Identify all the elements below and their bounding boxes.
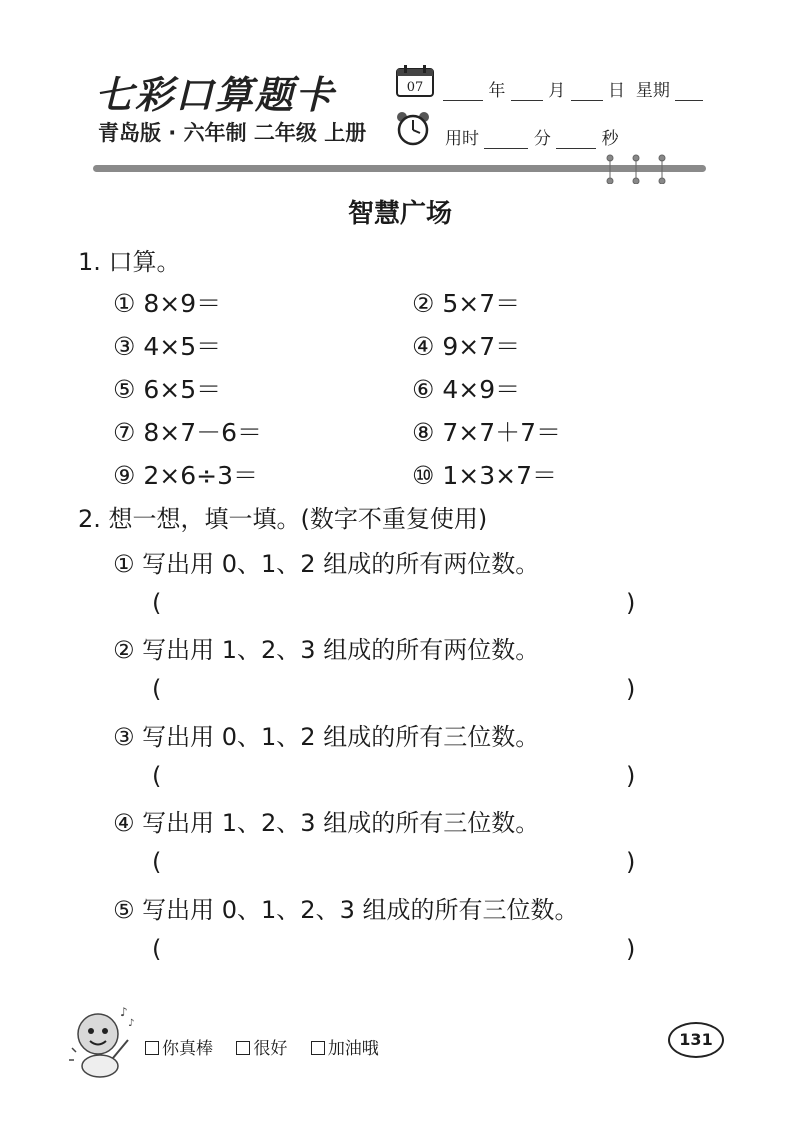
calendar-number: 07 [406, 80, 424, 95]
time-used-label: 用时 [445, 129, 479, 149]
mascot-icon [68, 1000, 138, 1082]
day-label: 日 [608, 81, 626, 101]
q2-answer-3-close: ) [626, 762, 636, 790]
q2-answer-1-close: ) [626, 589, 636, 617]
q2-answer-5-open: ( [152, 935, 162, 963]
q2-answer-5-close: ) [626, 935, 636, 963]
section-title: 智慧广场 [347, 199, 452, 229]
q1-item-9: ⑨ 2×6÷3＝ [113, 461, 258, 490]
rating-label: 很好 [253, 1039, 288, 1059]
q2-sub-3: ③ 写出用 0、1、2 组成的所有三位数。 [113, 723, 540, 751]
rating-option-keep-going[interactable] [311, 1034, 379, 1059]
minute-label: 分 [533, 129, 551, 149]
rating-label: 你真棒 [162, 1039, 213, 1059]
brand-title: 七彩口算题卡 [95, 73, 336, 117]
weekday-blank[interactable] [675, 86, 703, 101]
date-fill-row [443, 76, 703, 101]
weekday-label: 星期 [635, 81, 670, 101]
q2-answer-1-open: ( [152, 589, 162, 617]
checkbox-icon[interactable] [236, 1041, 250, 1055]
month-blank[interactable] [511, 86, 543, 101]
year-label: 年 [488, 81, 506, 101]
q2-sub-1: ① 写出用 0、1、2 组成的所有两位数。 [113, 550, 540, 578]
q2-answer-3-open: ( [152, 762, 162, 790]
self-rating-row [145, 1034, 397, 1059]
q1-item-5: ⑤ 6×5＝ [113, 375, 222, 404]
minute-blank[interactable] [484, 134, 528, 149]
second-blank[interactable] [556, 134, 596, 149]
q2-sub-4: ④ 写出用 1、2、3 组成的所有三位数。 [113, 809, 540, 837]
q2-answer-2-open: ( [152, 675, 162, 703]
alarm-clock-icon [395, 110, 431, 146]
q1-item-8: ⑧ 7×7＋7＝ [412, 418, 562, 447]
q2-answer-2-close: ) [626, 675, 636, 703]
q1-title: 1. 口算。 [78, 248, 181, 276]
q1-item-2: ② 5×7＝ [412, 289, 521, 318]
svg-text:♪: ♪ [120, 1005, 128, 1019]
q1-item-1: ① 8×9＝ [113, 289, 222, 318]
checkbox-icon[interactable] [145, 1041, 159, 1055]
checkbox-icon[interactable] [311, 1041, 325, 1055]
day-blank[interactable] [571, 86, 603, 101]
svg-text:♪: ♪ [128, 1018, 135, 1029]
year-blank[interactable] [443, 86, 483, 101]
q1-item-6: ⑥ 4×9＝ [412, 375, 521, 404]
binder-pins-icon [604, 154, 674, 184]
q2-title: 2. 想一想，填一填。(数字不重复使用) [78, 505, 488, 533]
q1-item-4: ④ 9×7＝ [412, 332, 521, 361]
edition-label: 青岛版 · 六年制 二年级 上册 [98, 121, 367, 145]
rating-option-good[interactable] [236, 1034, 287, 1059]
rating-label: 加油哦 [327, 1039, 379, 1059]
q2-answer-4-close: ) [626, 848, 636, 876]
rating-option-great[interactable] [145, 1034, 213, 1059]
q2-sub-5: ⑤ 写出用 0、1、2、3 组成的所有三位数。 [113, 896, 579, 924]
q1-item-10: ⑩ 1×3×7＝ [412, 461, 557, 490]
q1-item-3: ③ 4×5＝ [113, 332, 222, 361]
time-fill-row [445, 124, 619, 149]
q2-answer-4-open: ( [152, 848, 162, 876]
q1-item-7: ⑦ 8×7－6＝ [113, 418, 263, 447]
month-label: 月 [548, 81, 566, 101]
second-label: 秒 [601, 129, 619, 149]
page-number: 131 [668, 1022, 724, 1058]
calendar-icon [395, 64, 435, 98]
q2-sub-2: ② 写出用 1、2、3 组成的所有两位数。 [113, 636, 540, 664]
